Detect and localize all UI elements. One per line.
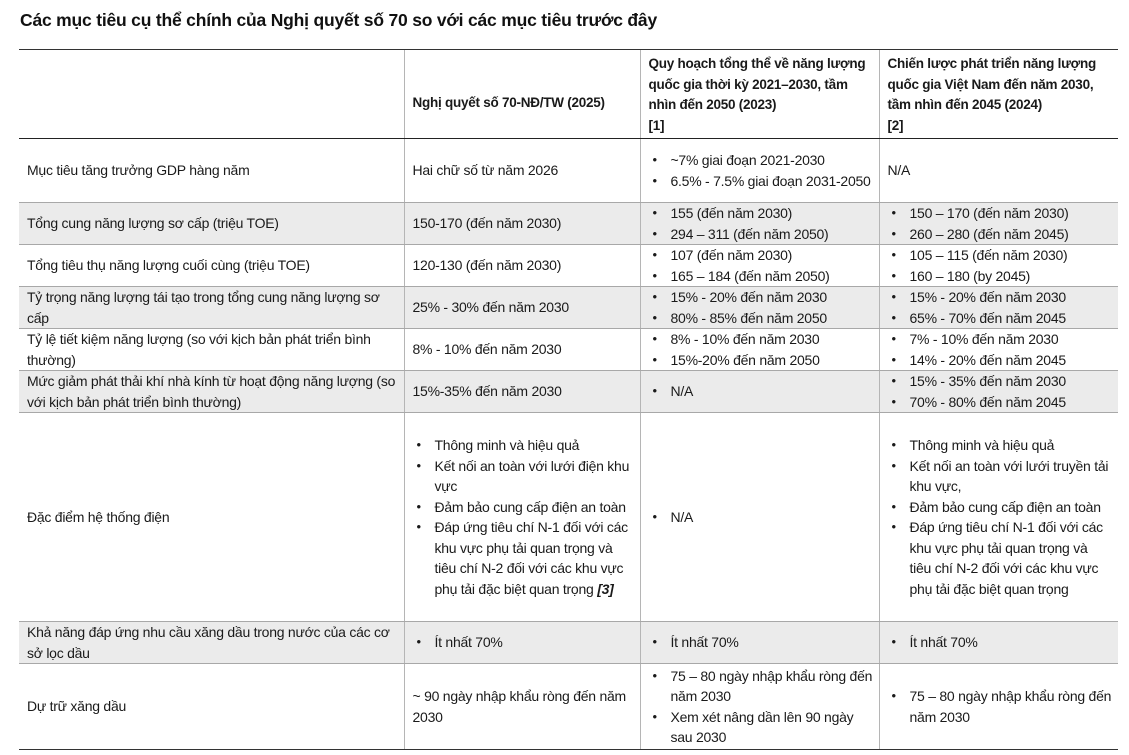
list-item: • 105 – 115 (đến năm 2030) — [888, 245, 1113, 266]
table-header-row — [19, 50, 1118, 139]
cell-strategy — [879, 413, 1118, 622]
table-row — [19, 622, 1118, 664]
table-row — [19, 245, 1118, 287]
row-label: Tỷ trọng năng lượng tái tạo trong tổng cung năng lượng sơ cấp — [19, 287, 404, 329]
cell-nq70: 150-170 (đến năm 2030) — [404, 203, 640, 245]
table-row — [19, 287, 1118, 329]
list-item: • Kết nối an toàn với lưới truyền tải khu vực, — [888, 456, 1113, 497]
cell-nq70 — [404, 413, 640, 622]
list-item: • 80% - 85% đến năm 2050 — [649, 308, 873, 329]
list-item: • 160 – 180 (by 2045) — [888, 266, 1113, 287]
cell-plan — [640, 203, 879, 245]
cell-nq70: 120-130 (đến năm 2030) — [404, 245, 640, 287]
row-label: Dự trữ xăng dầu — [19, 664, 404, 750]
cell-plan — [640, 139, 879, 203]
cell-plan — [640, 329, 879, 371]
table-row — [19, 329, 1118, 371]
bullet-list — [649, 329, 873, 370]
bullet-list — [888, 287, 1113, 328]
cell-strategy — [879, 622, 1118, 664]
bullet-list — [649, 203, 873, 244]
list-item: • 150 – 170 (đến năm 2030) — [888, 203, 1113, 224]
table-row — [19, 203, 1118, 245]
bullet-list — [888, 371, 1113, 412]
list-item: • 165 – 184 (đến năm 2050) — [649, 266, 873, 287]
list-item: • ~7% giai đoạn 2021-2030 — [649, 150, 873, 171]
list-item: • Đảm bảo cung cấp điện an toàn — [888, 497, 1113, 518]
list-item: • Ít nhất 70% — [649, 632, 873, 653]
list-item: • N/A — [649, 381, 873, 402]
cell-strategy — [879, 287, 1118, 329]
list-item: • Thông minh và hiệu quả — [413, 435, 634, 456]
list-item: • 155 (đến năm 2030) — [649, 203, 873, 224]
row-label: Đặc điểm hệ thống điện — [19, 413, 404, 622]
cell-strategy — [879, 329, 1118, 371]
list-item: • 6.5% - 7.5% giai đoạn 2031-2050 — [649, 171, 873, 192]
list-item: • 8% - 10% đến năm 2030 — [649, 329, 873, 350]
list-item: • Ít nhất 70% — [413, 632, 634, 653]
bullet-list — [888, 686, 1113, 727]
list-item: • Đáp ứng tiêu chí N-1 đối với các khu vực phụ tải quan trọng và tiêu chí N-2 đối với các khu vực phụ tải đặc biệt quan trọng — [888, 517, 1113, 599]
row-label: Mục tiêu tăng trưởng GDP hàng năm — [19, 139, 404, 203]
list-item: • Thông minh và hiệu quả — [888, 435, 1113, 456]
bullet-list — [649, 287, 873, 328]
bullet-list — [649, 666, 873, 748]
list-item: • N/A — [649, 507, 873, 528]
cell-strategy — [879, 664, 1118, 750]
cell-plan — [640, 413, 879, 622]
cell-nq70: Hai chữ số từ năm 2026 — [404, 139, 640, 203]
cell-strategy — [879, 371, 1118, 413]
cell-nq70: ~ 90 ngày nhập khẩu ròng đến năm 2030 — [404, 664, 640, 750]
list-item: • 107 (đến năm 2030) — [649, 245, 873, 266]
list-item: • 7% - 10% đến năm 2030 — [888, 329, 1113, 350]
page-title: Các mục tiêu cụ thể chính của Nghị quyết số 70 so với các mục tiêu trước đây — [20, 10, 657, 30]
row-label: Khả năng đáp ứng nhu cầu xăng dầu trong nước của các cơ sở lọc dầu — [19, 622, 404, 664]
list-item: • 75 – 80 ngày nhập khẩu ròng đến năm 2030 — [888, 686, 1113, 727]
table-row — [19, 413, 1118, 622]
bullet-list — [413, 435, 634, 599]
cell-strategy — [879, 203, 1118, 245]
bullet-list — [649, 150, 873, 191]
bullet-list — [413, 632, 634, 653]
header-strategy-ref: [2] — [887, 117, 904, 133]
bullet-list — [888, 203, 1113, 244]
cell-nq70 — [404, 622, 640, 664]
reference-marker: [3] — [597, 580, 614, 597]
bullet-list — [649, 507, 873, 528]
list-item — [413, 517, 634, 599]
list-item: • 15%-20% đến năm 2050 — [649, 350, 873, 371]
table-row — [19, 139, 1118, 203]
list-item: • 14% - 20% đến năm 2045 — [888, 350, 1113, 371]
table-row — [19, 664, 1118, 750]
bullet-list — [888, 329, 1113, 370]
list-item: • 260 – 280 (đến năm 2045) — [888, 224, 1113, 245]
row-label: Tỷ lệ tiết kiệm năng lượng (so với kịch bản phát triển bình thường) — [19, 329, 404, 371]
row-label: Mức giảm phát thải khí nhà kính từ hoạt động năng lượng (so với kịch bản phát triển bình thường) — [19, 371, 404, 413]
cell-strategy: N/A — [879, 139, 1118, 203]
list-item: • 15% - 20% đến năm 2030 — [649, 287, 873, 308]
header-criteria — [19, 50, 404, 139]
bullet-list — [649, 632, 873, 653]
cell-plan — [640, 371, 879, 413]
cell-plan — [640, 287, 879, 329]
cell-nq70: 8% - 10% đến năm 2030 — [404, 329, 640, 371]
header-master-plan-text: Quy hoạch tổng thể về năng lượng quốc gia thời kỳ 2021–2030, tầm nhìn đến 2050 (2023) — [648, 56, 866, 112]
header-master-plan — [640, 50, 879, 139]
header-resolution-70: Nghị quyết số 70-NĐ/TW (2025) — [404, 50, 640, 139]
row-label: Tổng tiêu thụ năng lượng cuối cùng (triệu TOE) — [19, 245, 404, 287]
list-item: • Ít nhất 70% — [888, 632, 1113, 653]
list-item: • 70% - 80% đến năm 2045 — [888, 392, 1113, 413]
bullet-list — [888, 632, 1113, 653]
list-item: • Kết nối an toàn với lưới điện khu vực — [413, 456, 634, 497]
list-item: • Đảm bảo cung cấp điện an toàn — [413, 497, 634, 518]
header-master-plan-ref: [1] — [648, 117, 665, 133]
list-item: • 75 – 80 ngày nhập khẩu ròng đến năm 2030 — [649, 666, 873, 707]
header-strategy-text: Chiến lược phát triển năng lượng quốc gia Việt Nam đến năm 2030, tầm nhìn đến 2045 (2024) — [887, 56, 1097, 112]
cell-plan — [640, 245, 879, 287]
comparison-table — [19, 49, 1118, 750]
bullet-list — [888, 245, 1113, 286]
list-item: • 15% - 35% đến năm 2030 — [888, 371, 1113, 392]
bullet-list — [649, 245, 873, 286]
cell-strategy — [879, 245, 1118, 287]
list-item: • 65% - 70% đến năm 2045 — [888, 308, 1113, 329]
list-item-text: Đáp ứng tiêu chí N-1 đối với các khu vực phụ tải quan trọng và tiêu chí N-2 đối với các khu vực phụ tải đặc biệt quan trọng — [434, 519, 628, 597]
cell-plan — [640, 622, 879, 664]
row-label: Tổng cung năng lượng sơ cấp (triệu TOE) — [19, 203, 404, 245]
header-strategy — [879, 50, 1118, 139]
table-row — [19, 371, 1118, 413]
cell-plan — [640, 664, 879, 750]
bullet-list — [649, 381, 873, 402]
bullet-list — [888, 435, 1113, 599]
cell-nq70: 25% - 30% đến năm 2030 — [404, 287, 640, 329]
list-item: • Xem xét nâng dần lên 90 ngày sau 2030 — [649, 707, 873, 748]
list-item: • 294 – 311 (đến năm 2050) — [649, 224, 873, 245]
cell-nq70: 15%-35% đến năm 2030 — [404, 371, 640, 413]
list-item: • 15% - 20% đến năm 2030 — [888, 287, 1113, 308]
